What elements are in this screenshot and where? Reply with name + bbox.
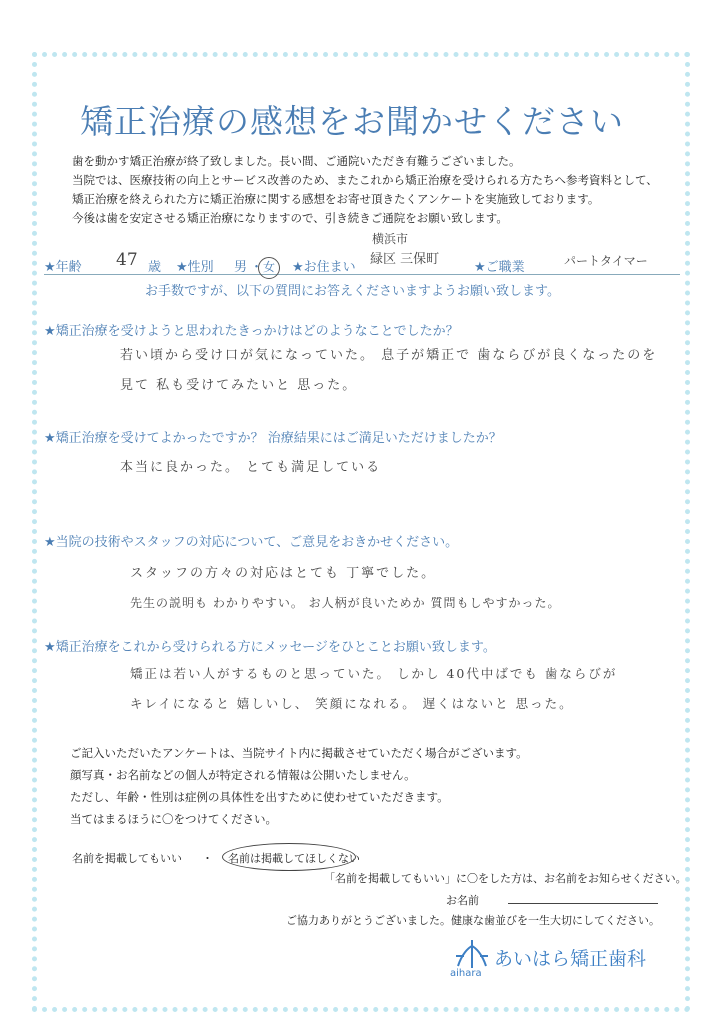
notes (70, 742, 528, 830)
intro-line: 今後は歯を安定させる矯正治療になりますので、引き続きご通院をお願い致します。 (72, 211, 508, 225)
answer-4-line-1: 矯正は若い人がするものと思っていた。 しかし 40代中ばでも 歯ならびが (130, 666, 618, 681)
gender-label: ★性別 (176, 260, 214, 275)
note-line: 当てはまるほうに〇をつけてください。 (70, 812, 277, 826)
gender-female: 女 (258, 257, 280, 279)
name-request: 「名前を掲載してもいい」に〇をした方は、お名前をお知らせください。 (324, 872, 687, 885)
answer-3-line-1: スタッフの方々の対応はとても 丁寧でした。 (130, 566, 437, 581)
clinic-logo (450, 938, 670, 988)
answer-4-line-2: キレイになると 嬉しいし、 笑顔になれる。 遅くはないと 思った。 (130, 696, 574, 711)
request-text: お手数ですが、以下の質問にお答えくださいますようお願い致します。 (145, 284, 560, 299)
answer-1-line-1: 若い頃から受け口が気になっていた。 息子が矯正で 歯ならびが良くなったのを (120, 348, 658, 363)
job-label: ★ご職業 (474, 260, 525, 275)
intro-line: 矯正治療を終えられた方に矯正治療に関する感想をお寄せ頂きたくアンケートを実施致しております。 (72, 192, 600, 206)
intro-line: 当院では、医療技術の向上とサービス改善のため、またこれから矯正治療を受けられる方たちへ参考資料として、 (72, 173, 658, 187)
address-city: 横浜市 (372, 232, 409, 246)
option-no-publish[interactable]: 名前は掲載してほしくない (228, 852, 360, 865)
gender-male: 男 (234, 260, 248, 275)
note-line: ご記入いただいたアンケートは、当院サイト内に掲載させていただく場合がございます。 (70, 746, 528, 760)
thanks-text: ご協力ありがとうございました。健康な歯並びを一生大切にしてください。 (286, 914, 660, 927)
job-value: パートタイマー (564, 254, 648, 268)
question-2: ★矯正治療を受けてよかったですか？ 治療結果にはご満足いただけましたか？ (44, 431, 502, 446)
name-field[interactable] (508, 903, 658, 904)
option-separator: ・ (202, 852, 213, 865)
question-4: ★矯正治療をこれから受けられる方にメッセージをひとことお願い致します。 (44, 640, 496, 655)
page-title: 矯正治療の感想をお聞かせください (80, 102, 624, 141)
name-label: お名前 (446, 894, 479, 907)
gender-sep: ・ (250, 260, 264, 275)
tooth-icon (452, 938, 492, 970)
answer-2-line-1: 本当に良かった。 とても満足している (120, 460, 382, 475)
address-value: 緑区 三保町 (370, 252, 440, 267)
note-line: ただし、年齢・性別は症例の具体性を出すために使わせていただきます。 (70, 790, 449, 804)
age-value: 47 (116, 250, 138, 270)
answer-1-line-2: 見て 私も受けてみたいと 思った。 (120, 378, 358, 393)
intro-text (72, 152, 658, 228)
note-line: 顔写真・お名前などの個人が特定される情報は公開いたしません。 (70, 768, 416, 782)
age-unit: 歳 (148, 260, 162, 275)
answer-3-line-2: 先生の説明も わかりやすい。 お人柄が良いためか 質問もしやすかった。 (130, 596, 561, 610)
question-1: ★矯正治療を受けようと思われたきっかけはどのようなことでしたか？ (44, 324, 459, 339)
intro-line: 歯を動かす矯正治療が終了致しました。長い間、ご通院いただき有難うございました。 (72, 154, 521, 168)
clinic-name: あいはら矯正歯科 (494, 948, 647, 970)
clinic-sub: aihara (450, 968, 482, 979)
profile-row (44, 232, 680, 275)
question-3: ★当院の技術やスタッフの対応について、ご意見をおきかせください。 (44, 535, 459, 550)
age-label: ★年齢 (44, 260, 82, 275)
option-publish[interactable]: 名前を掲載してもいい (72, 852, 182, 865)
address-label: ★お住まい (292, 260, 356, 275)
